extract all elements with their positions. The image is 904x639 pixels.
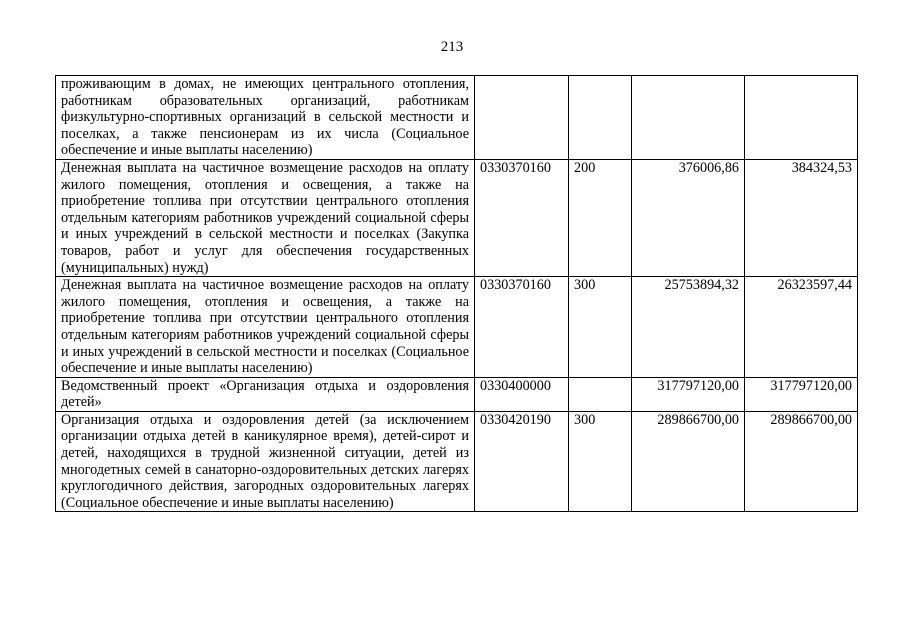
row-amount-2: 384324,53 <box>745 159 858 276</box>
row-amount-2: 317797120,00 <box>745 377 858 411</box>
row-amount-2 <box>745 76 858 160</box>
row-amount-1: 25753894,32 <box>632 277 745 378</box>
row-description: Организация отдыха и оздоровления детей (за исключением организации отдыха детей в каникулярное время), детей-сирот и детей, находящихся в трудной жизненной ситуации, детей из многодетных семей в санаторно-оздоровительных детских лагерях круглогодичного действия, загородных оздоровительных лагерях (Социальное обеспечение и иные выплаты населению) <box>56 411 475 512</box>
row-description: Денежная выплата на частичное возмещение расходов на оплату жилого помещения, отопления и освещения, а также на приобретение топлива при отсутствии центрального отопления отдельным категориям работников учреждений социальной сферы и иных учреждений в сельской местности и поселках (Социальное обеспечение и иные выплаты населению) <box>56 277 475 378</box>
row-description: Ведомственный проект «Организация отдыха и оздоровления детей» <box>56 377 475 411</box>
row-description: Денежная выплата на частичное возмещение расходов на оплату жилого помещения, отопления и освещения, а также на приобретение топлива при отсутствии центрального отопления отдельным категориям работников учреждений социальной сферы и иных учреждений в сельской местности и поселках (Закупка товаров, работ и услуг для обеспечения государственных (муниципальных) нужд) <box>56 159 475 276</box>
row-amount-1: 317797120,00 <box>632 377 745 411</box>
table-row <box>56 277 858 378</box>
row-expense-kind <box>569 76 632 160</box>
row-expense-kind <box>569 377 632 411</box>
row-target-code: 0330420190 <box>475 411 569 512</box>
row-amount-2: 289866700,00 <box>745 411 858 512</box>
table-row <box>56 377 858 411</box>
row-amount-1 <box>632 76 745 160</box>
budget-table <box>55 75 858 512</box>
row-amount-1: 376006,86 <box>632 159 745 276</box>
row-expense-kind: 200 <box>569 159 632 276</box>
row-description: проживающим в домах, не имеющих центрального отопления, работникам образовательных организаций, работникам физкультурно-спортивных организаций в сельской местности и поселках, а также пенсионерам из их числа (Социальное обеспечение и иные выплаты населению) <box>56 76 475 160</box>
row-amount-1: 289866700,00 <box>632 411 745 512</box>
row-expense-kind: 300 <box>569 277 632 378</box>
row-target-code: 0330370160 <box>475 277 569 378</box>
row-expense-kind: 300 <box>569 411 632 512</box>
row-target-code: 0330400000 <box>475 377 569 411</box>
table-row <box>56 411 858 512</box>
page-number: 213 <box>440 39 464 55</box>
row-target-code <box>475 76 569 160</box>
row-target-code: 0330370160 <box>475 159 569 276</box>
table-row <box>56 76 858 160</box>
row-amount-2: 26323597,44 <box>745 277 858 378</box>
table-row <box>56 159 858 276</box>
